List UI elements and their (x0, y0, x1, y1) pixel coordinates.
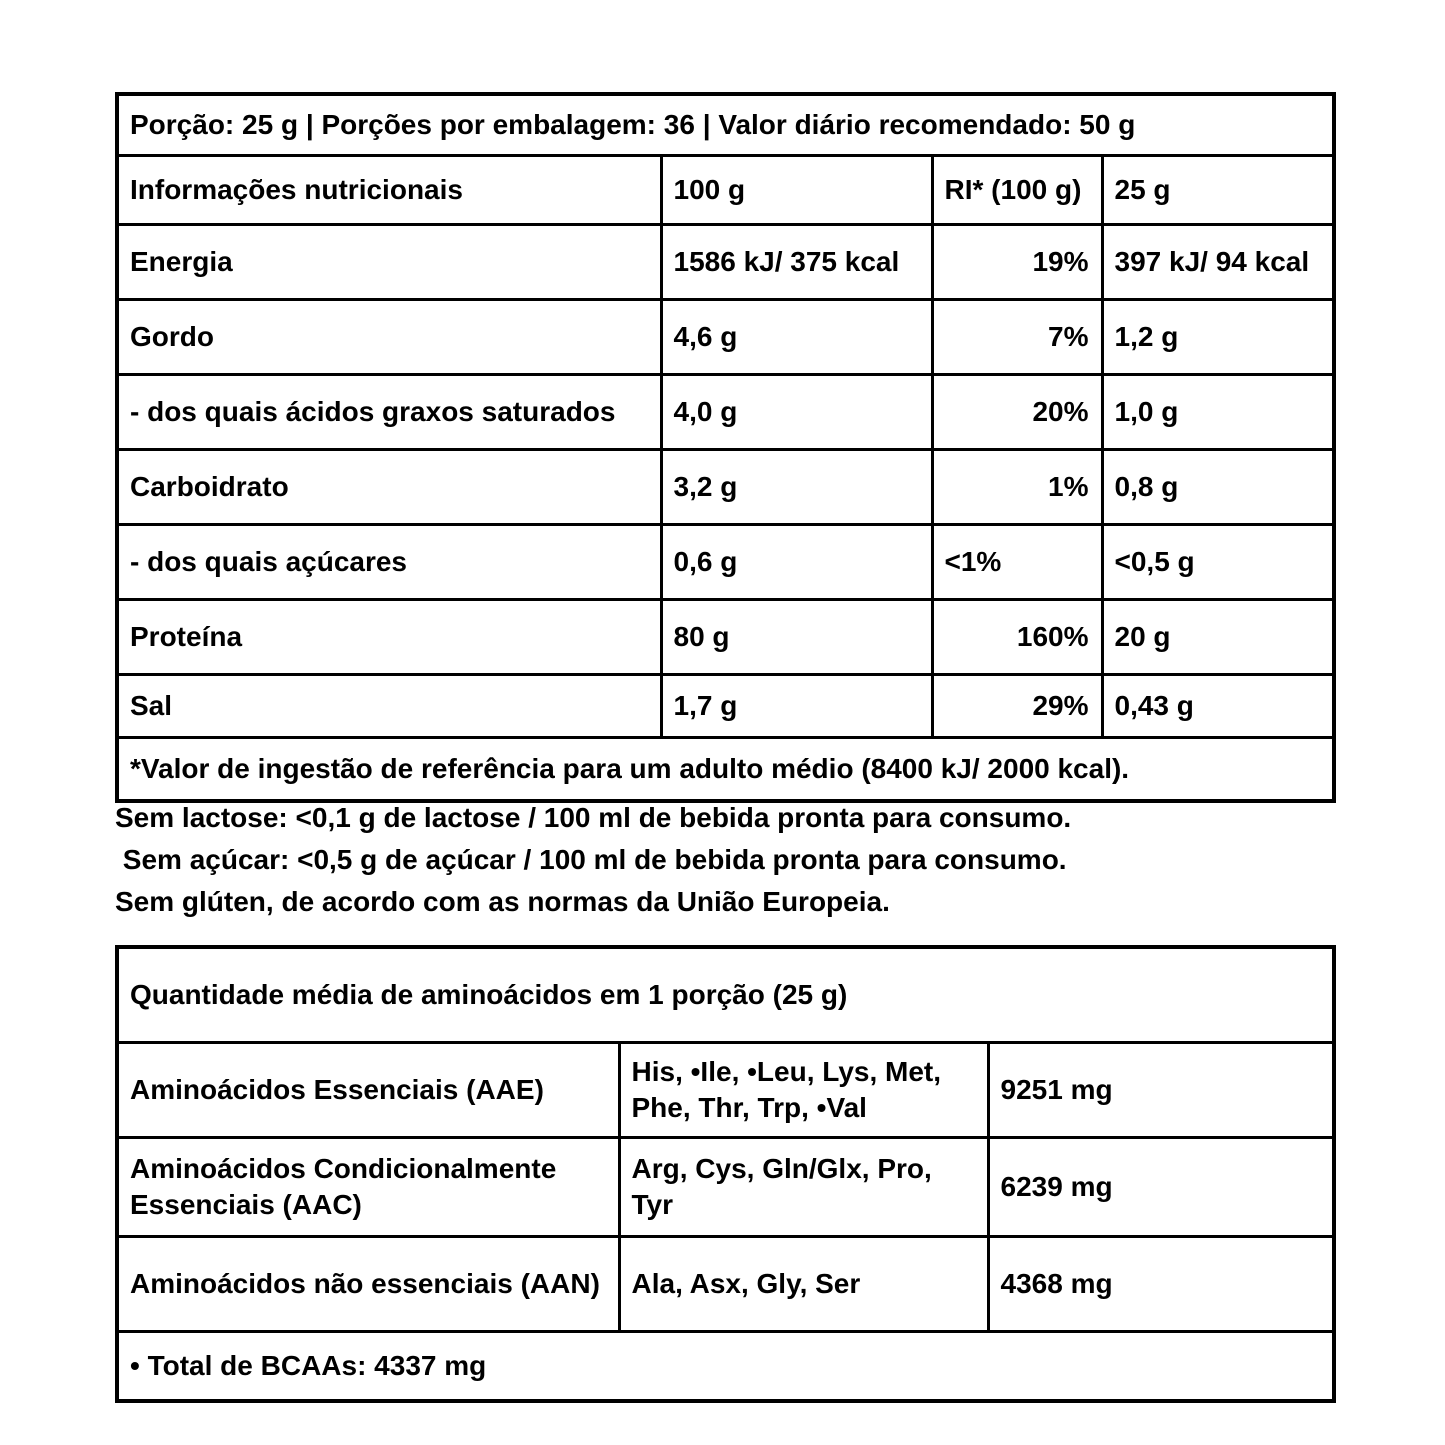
value-per-100g: 0,6 g (661, 525, 932, 600)
amino-group-row-aan (117, 1237, 1334, 1332)
table-row-saturados (117, 375, 1334, 450)
claims-block (115, 797, 1345, 923)
nutrient-label: Sal (117, 675, 661, 738)
value-per-100g: 1,7 g (661, 675, 932, 738)
amino-acids-table (115, 945, 1336, 1403)
amino-amount: 6239 mg (988, 1138, 1334, 1237)
bcaa-total-row (117, 1332, 1334, 1402)
ri-percent: 20% (932, 375, 1102, 450)
value-per-100g: 4,6 g (661, 300, 932, 375)
amino-group-label: Aminoácidos não essenciais (AAN) (117, 1237, 619, 1332)
ri-percent: 19% (932, 225, 1102, 300)
value-per-serving: 1,2 g (1102, 300, 1334, 375)
amino-group-row-aac (117, 1138, 1334, 1237)
claim-gluten-free: Sem glúten, de acordo com as normas da União Europeia. (115, 886, 890, 917)
amino-list: Ala, Asx, Gly, Ser (619, 1237, 988, 1332)
nutrient-label: Proteína (117, 600, 661, 675)
ri-percent: 160% (932, 600, 1102, 675)
value-per-100g: 80 g (661, 600, 932, 675)
ri-percent: <1% (932, 525, 1102, 600)
amino-list: Arg, Cys, Gln/Glx, Pro, Tyr (619, 1138, 988, 1237)
value-per-serving: 0,8 g (1102, 450, 1334, 525)
table-row-proteina (117, 600, 1334, 675)
ri-percent: 7% (932, 300, 1102, 375)
table-row-carboidrato (117, 450, 1334, 525)
table-row-gordo (117, 300, 1334, 375)
amino-amount: 4368 mg (988, 1237, 1334, 1332)
table-row-sal (117, 675, 1334, 738)
value-per-serving: 0,43 g (1102, 675, 1334, 738)
table-row-acucares (117, 525, 1334, 600)
ri-percent: 1% (932, 450, 1102, 525)
nutrient-label: Carboidrato (117, 450, 661, 525)
bcaa-total: • Total de BCAAs: 4337 mg (117, 1332, 1334, 1402)
col-header-25g: 25 g (1102, 156, 1334, 225)
col-header-ri: RI* (100 g) (932, 156, 1102, 225)
amino-group-label: Aminoácidos Essenciais (AAE) (117, 1043, 619, 1138)
value-per-serving: 397 kJ/ 94 kcal (1102, 225, 1334, 300)
table-footnote-row (117, 738, 1334, 802)
col-header-nutrient: Informações nutricionais (117, 156, 661, 225)
nutrient-label: - dos quais ácidos graxos saturados (117, 375, 661, 450)
nutrition-facts-table (115, 92, 1336, 803)
table-header-row (117, 156, 1334, 225)
amino-list: His, •Ile, •Leu, Lys, Met, Phe, Thr, Trp, •Val (619, 1043, 988, 1138)
value-per-serving: 1,0 g (1102, 375, 1334, 450)
table-row (117, 94, 1334, 156)
value-per-serving: 20 g (1102, 600, 1334, 675)
nutrient-label: Gordo (117, 300, 661, 375)
amino-amount: 9251 mg (988, 1043, 1334, 1138)
value-per-serving: <0,5 g (1102, 525, 1334, 600)
ri-percent: 29% (932, 675, 1102, 738)
amino-table-header-row (117, 947, 1334, 1043)
value-per-100g: 3,2 g (661, 450, 932, 525)
amino-group-label: Aminoácidos Condicionalmente Essenciais (AAC) (117, 1138, 619, 1237)
amino-group-row-aae (117, 1043, 1334, 1138)
nutrient-label: Energia (117, 225, 661, 300)
table-row-energia (117, 225, 1334, 300)
reference-footnote: *Valor de ingestão de referência para um adulto médio (8400 kJ/ 2000 kcal). (117, 738, 1334, 802)
serving-info-header: Porção: 25 g | Porções por embalagem: 36 | Valor diário recomendado: 50 g (117, 94, 1334, 156)
value-per-100g: 4,0 g (661, 375, 932, 450)
claim-sugar-free: Sem açúcar: <0,5 g de açúcar / 100 ml de bebida pronta para consumo. (115, 844, 1067, 875)
nutrient-label: - dos quais açúcares (117, 525, 661, 600)
col-header-100g: 100 g (661, 156, 932, 225)
claim-lactose-free: Sem lactose: <0,1 g de lactose / 100 ml de bebida pronta para consumo. (115, 802, 1072, 833)
amino-table-title: Quantidade média de aminoácidos em 1 porção (25 g) (117, 947, 1334, 1043)
value-per-100g: 1586 kJ/ 375 kcal (661, 225, 932, 300)
